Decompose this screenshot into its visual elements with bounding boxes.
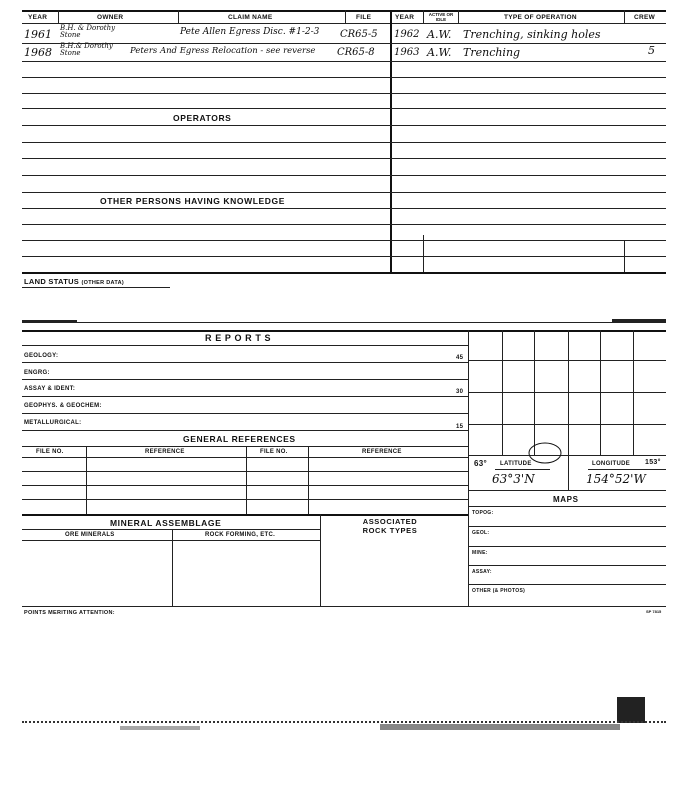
rock-forming-label: ROCK FORMING, ETC.	[205, 532, 276, 538]
row2-status: A.W.	[427, 46, 452, 59]
reports-heading: R E P O R T S	[205, 333, 272, 343]
row-rule	[22, 240, 390, 241]
row2-crew: 5	[648, 44, 655, 57]
row-rule	[22, 175, 390, 176]
header-crew: CREW	[634, 14, 656, 21]
row-rule	[468, 565, 666, 566]
row-rule	[22, 540, 320, 541]
report-metallurgical: METALLURGICAL:	[24, 420, 82, 426]
row-rule	[22, 362, 468, 363]
row1-file: CR65-5	[340, 29, 378, 40]
row-rule	[468, 506, 666, 507]
maps-heading: MAPS	[553, 495, 579, 504]
col-divider	[568, 455, 569, 490]
land-status-heading	[24, 277, 124, 286]
latitude-circle	[527, 441, 563, 465]
row2-year-2: 1963	[394, 47, 420, 58]
row1-year: 1961	[24, 28, 52, 41]
row-rule	[390, 158, 666, 159]
section-rule	[22, 514, 468, 516]
row-rule	[468, 584, 666, 585]
row-rule	[22, 256, 390, 257]
row1-operation: Trenching, sinking holes	[463, 28, 601, 41]
row-rule	[22, 224, 390, 225]
row-rule	[22, 208, 390, 209]
row-rule	[390, 142, 666, 143]
row-rule	[22, 446, 468, 447]
operators-heading: OPERATORS	[173, 113, 232, 123]
latitude-label: LATITUDE	[500, 461, 532, 467]
col-divider	[624, 10, 625, 24]
header-active-idle: ACTIVE OR IDLE	[428, 12, 454, 22]
other-persons-heading: OTHER PERSONS HAVING KNOWLEDGE	[100, 196, 286, 206]
row2-claim: Peters And Egress Relocation - see reverse	[130, 46, 316, 56]
row-rule	[468, 546, 666, 547]
maps-mine: MINE:	[472, 550, 488, 556]
row-rule	[390, 175, 666, 176]
maps-geol: GEOL:	[472, 530, 490, 536]
col-divider	[172, 529, 173, 606]
report-geology: GEOLOGY:	[24, 353, 59, 359]
col-divider	[58, 10, 59, 24]
report-assay: ASSAY & IDENT:	[24, 386, 76, 392]
lon-degree: 153°	[645, 459, 661, 466]
maps-topog: TOPOG:	[472, 510, 494, 516]
col-divider	[178, 10, 179, 24]
main-vertical-divider	[390, 10, 392, 272]
row1-year-2: 1962	[394, 29, 420, 40]
lat-value: 63°3'N	[492, 472, 535, 486]
row-rule	[390, 125, 666, 126]
reports-top-rule	[22, 330, 666, 332]
row-rule	[22, 457, 468, 458]
row1-status: A.W.	[427, 28, 452, 41]
header-year: YEAR	[28, 14, 48, 21]
row-rule	[22, 142, 390, 143]
points-heading: POINTS MERITING ATTENTION:	[24, 610, 115, 616]
coords-rule	[495, 469, 550, 470]
grid-line	[468, 360, 666, 361]
row-rule	[390, 93, 666, 94]
ref-file-no-1: FILE NO.	[36, 449, 64, 455]
col-divider	[308, 446, 309, 514]
header-type-of-operation: TYPE OF OPERATION	[504, 14, 577, 21]
row2-year: 1968	[24, 46, 52, 59]
row1-claim: Pete Allen Egress Disc. #1-2-3	[180, 27, 320, 37]
header-owner: OWNER	[97, 14, 124, 21]
row-rule	[390, 192, 666, 193]
ref-reference-2: REFERENCE	[362, 449, 402, 455]
col-divider	[320, 514, 321, 606]
row-rule	[390, 224, 666, 225]
col-divider	[246, 446, 247, 514]
col-divider	[624, 240, 625, 272]
row-rule	[22, 77, 390, 78]
row1-owner: B.H. & Dorothy Stone	[60, 24, 116, 39]
row-rule	[22, 61, 390, 62]
row-rule	[390, 77, 666, 78]
maps-assay: ASSAY:	[472, 569, 492, 575]
report-num-30: 30	[456, 389, 464, 395]
scan-noise	[380, 724, 620, 730]
header-file: FILE	[356, 14, 372, 21]
row-rule	[468, 526, 666, 527]
general-references-heading: GENERAL REFERENCES	[183, 434, 296, 444]
associated-rock-types-heading: ASSOCIATED ROCK TYPES	[362, 517, 418, 535]
row-rule	[22, 192, 390, 193]
section-rule	[22, 272, 666, 274]
row-rule	[22, 43, 390, 44]
row-rule	[22, 499, 468, 500]
row-rule	[390, 43, 666, 44]
scan-noise-line	[22, 721, 666, 723]
grid-line	[468, 424, 666, 425]
grid-line	[468, 392, 666, 393]
top-border	[22, 10, 666, 12]
row-rule	[22, 125, 390, 126]
row-rule	[22, 93, 390, 94]
report-engrg: ENGRG:	[24, 370, 50, 376]
scan-noise	[120, 726, 200, 730]
coords-rule	[588, 469, 666, 470]
bottom-rule	[22, 606, 666, 607]
row-rule	[22, 158, 390, 159]
form-code: SP 7815	[646, 609, 662, 614]
lat-degree: 63°	[474, 459, 487, 468]
report-num-45: 45	[456, 355, 464, 361]
row-rule	[22, 413, 468, 414]
row-rule	[390, 108, 666, 109]
row-rule	[22, 485, 468, 486]
row-rule	[22, 529, 320, 530]
row2-owner: B.H.& Dorothy Stone	[60, 42, 113, 57]
mineral-assemblage-heading: MINERAL ASSEMBLAGE	[110, 518, 222, 528]
header-year-2: YEAR	[395, 14, 415, 21]
row-rule	[468, 490, 666, 491]
row-rule	[22, 108, 390, 109]
report-num-15: 15	[456, 424, 464, 430]
maps-other: OTHER (& PHOTOS)	[472, 588, 526, 594]
col-divider	[345, 10, 346, 24]
longitude-label: LONGITUDE	[592, 461, 631, 467]
col-divider	[423, 10, 424, 24]
header-claim-name: CLAIM NAME	[228, 14, 273, 21]
row2-operation: Trenching	[463, 46, 521, 59]
row-rule	[390, 208, 666, 209]
grid-line	[468, 455, 666, 456]
land-status-underline	[22, 287, 170, 288]
row-rule	[22, 430, 468, 431]
land-status-sub: (OTHER DATA)	[81, 280, 124, 286]
ref-reference-1: REFERENCE	[145, 449, 185, 455]
row-rule	[390, 61, 666, 62]
row-rule	[22, 379, 468, 380]
row-rule	[22, 396, 468, 397]
lon-value: 154°52'W	[586, 472, 646, 486]
col-divider	[86, 446, 87, 514]
row-rule	[22, 345, 468, 346]
section-rule	[22, 322, 666, 323]
ore-minerals-label: ORE MINERALS	[65, 532, 115, 538]
report-geophys: GEOPHYS. & GEOCHEM:	[24, 403, 102, 409]
row2-file: CR65-8	[337, 47, 375, 58]
header-bottom-rule	[22, 23, 666, 24]
col-divider	[458, 10, 459, 24]
row-rule	[22, 471, 468, 472]
ref-file-no-2: FILE NO.	[260, 449, 288, 455]
scan-noise	[617, 697, 645, 723]
land-status-label: LAND STATUS	[24, 277, 80, 286]
col-divider	[423, 235, 424, 272]
